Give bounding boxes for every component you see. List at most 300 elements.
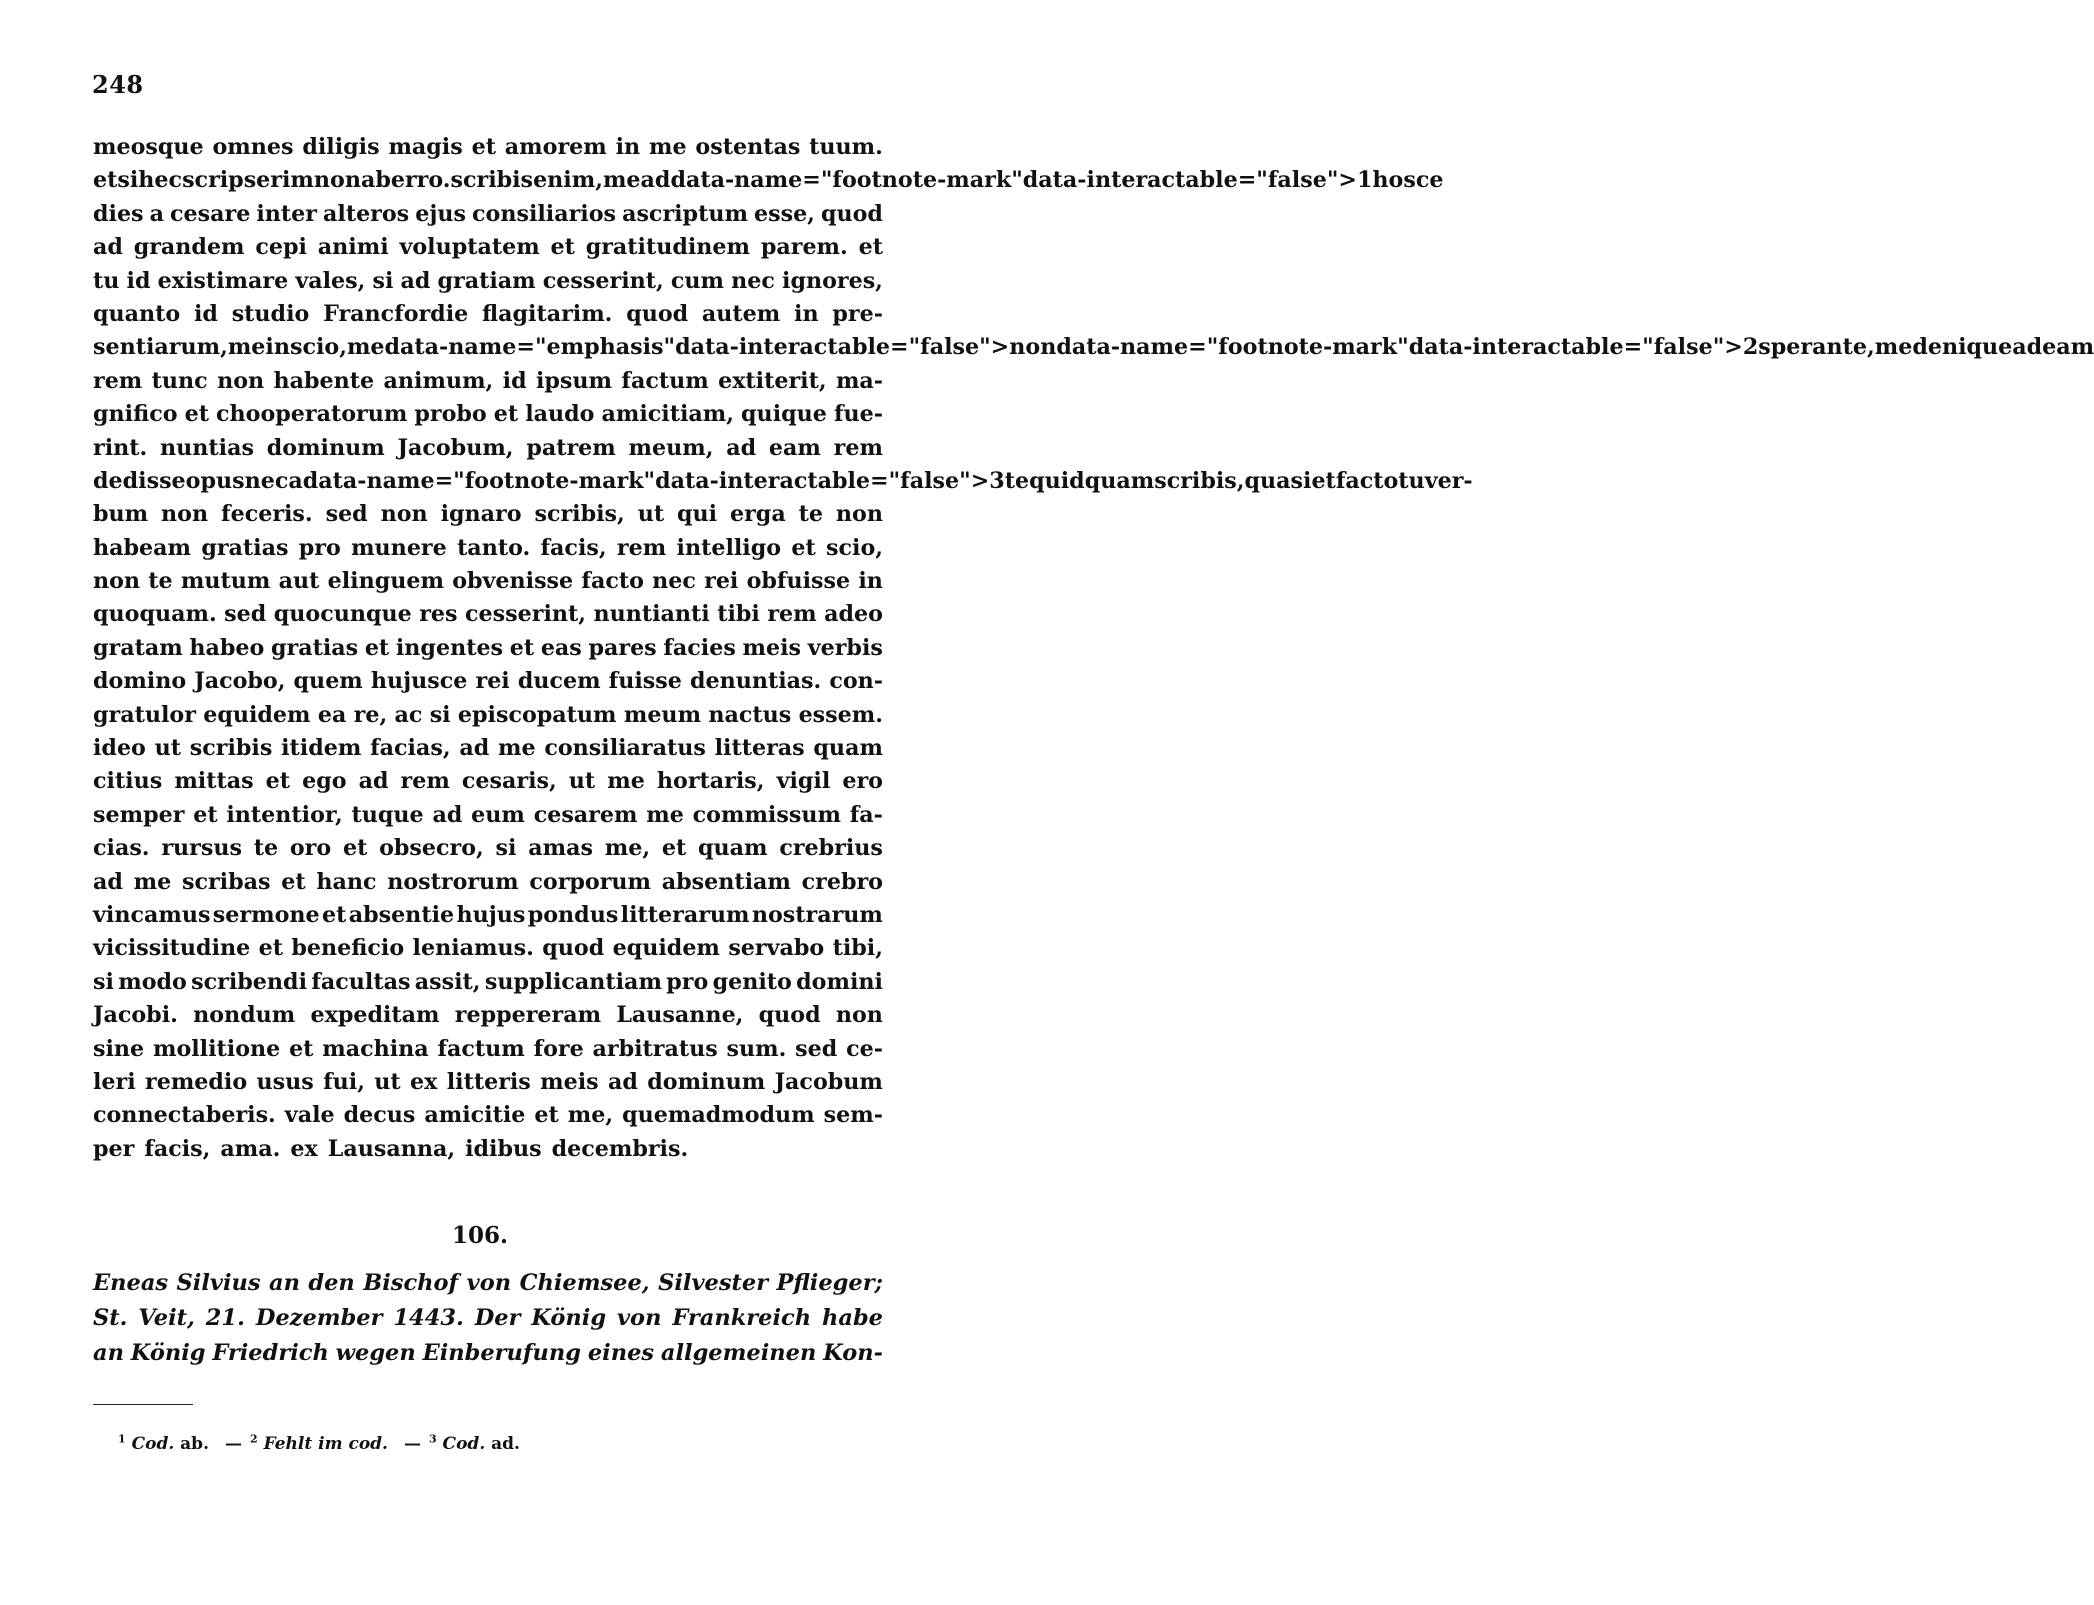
- word: amas: [528, 835, 593, 862]
- word: quoquam.: [93, 601, 217, 628]
- word: me: [346, 334, 385, 361]
- word: animi: [317, 234, 389, 261]
- word: quod: [758, 1002, 821, 1029]
- word: Veit,: [138, 1305, 195, 1331]
- word: pro: [666, 968, 709, 995]
- word: rem: [833, 434, 883, 461]
- body-line: [93, 198, 883, 231]
- word: adeo: [824, 601, 883, 628]
- summary-line: [93, 1266, 883, 1301]
- word: beneficio: [291, 935, 405, 962]
- word: data-name="emphasis": [384, 334, 676, 361]
- word: hujusce: [370, 668, 468, 695]
- word: ego: [302, 768, 347, 795]
- body-line: [93, 1066, 883, 1099]
- word: et: [858, 234, 883, 261]
- word: data-interactable="false">3: [655, 467, 1005, 494]
- word: cesare: [170, 200, 251, 227]
- word: citius: [93, 768, 163, 795]
- word: et: [289, 1035, 314, 1062]
- word: sed: [224, 601, 267, 628]
- word: dominum: [647, 1068, 766, 1095]
- body-line: [93, 832, 883, 865]
- word: modo: [118, 968, 187, 995]
- word: et: [471, 134, 496, 160]
- word: data-name="footnote-mark": [302, 467, 656, 494]
- body-line: [93, 498, 883, 531]
- word: amicitiam,: [601, 401, 734, 428]
- word: eines: [587, 1340, 655, 1366]
- word: scio,: [826, 534, 883, 561]
- word: allgemeinen: [660, 1340, 817, 1366]
- word: ipsum: [535, 367, 613, 394]
- word: gratiam: [437, 267, 536, 294]
- word: et: [93, 167, 118, 194]
- word: et: [493, 401, 519, 428]
- word: Pflieger;: [776, 1270, 883, 1296]
- word: quod: [820, 200, 883, 227]
- word: denique: [1912, 334, 2013, 361]
- word: rei: [475, 668, 510, 695]
- word: quam: [698, 835, 768, 862]
- word: corporum: [529, 868, 652, 895]
- word: vincamus: [93, 901, 211, 928]
- word: ex: [290, 1135, 318, 1162]
- word: ostentas: [695, 134, 801, 160]
- word: domini: [796, 968, 883, 995]
- word: oro: [289, 835, 332, 862]
- word: facultas: [311, 968, 411, 995]
- word: intentior,: [226, 801, 343, 828]
- body-line: [93, 966, 883, 999]
- word: vigil: [776, 768, 831, 795]
- word: Francfordie: [323, 300, 469, 327]
- footnote-label: Cod.: [125, 1434, 175, 1454]
- word: sentiarum,: [93, 334, 228, 361]
- word: in: [858, 568, 883, 595]
- word: eam: [768, 434, 821, 461]
- word: litteras: [714, 735, 805, 762]
- word: facis,: [540, 534, 607, 561]
- word: per: [93, 1135, 135, 1162]
- word: cepi: [255, 234, 307, 261]
- word: ignores,: [782, 267, 883, 294]
- word: Lausanna,: [327, 1135, 456, 1162]
- word: consiliaratus: [544, 735, 706, 762]
- word: te: [798, 501, 823, 528]
- word: machina: [322, 1035, 429, 1062]
- word: meum: [623, 701, 702, 728]
- word: Jacobum,: [397, 434, 514, 461]
- footnote-number: 3: [428, 1432, 437, 1446]
- word: Bischof: [363, 1270, 459, 1296]
- word: me: [646, 801, 684, 828]
- word: parem.: [760, 234, 848, 261]
- word: pares: [588, 634, 657, 661]
- word: et: [321, 901, 347, 928]
- word: nactus: [708, 701, 792, 728]
- word: et: [342, 835, 368, 862]
- word: et: [364, 634, 390, 661]
- word: mollitione: [152, 1035, 281, 1062]
- word: me,: [567, 1102, 614, 1129]
- word: tibi,: [832, 935, 883, 962]
- word: obsecro,: [379, 835, 484, 862]
- body-line: [93, 164, 1444, 197]
- word: Jacobi.: [93, 1002, 178, 1029]
- word: eum: [471, 801, 525, 828]
- summary-line: [93, 1336, 883, 1371]
- word: gratias: [201, 534, 289, 561]
- footnote-rule: [93, 1404, 193, 1405]
- word: den: [308, 1270, 355, 1296]
- word: gratam: [93, 634, 183, 661]
- body-line: [93, 432, 883, 465]
- word: et: [550, 234, 575, 261]
- word: Der: [474, 1305, 521, 1331]
- body-line: [93, 999, 883, 1032]
- word: episcopatum: [457, 701, 617, 728]
- word: an: [93, 1340, 124, 1366]
- word: te: [1004, 467, 1030, 494]
- word: patrem: [526, 434, 616, 461]
- word: Lausanne,: [616, 1002, 744, 1029]
- word: res: [419, 601, 458, 628]
- word: id: [126, 267, 151, 294]
- body-line: [93, 365, 883, 398]
- word: tunc: [151, 367, 208, 394]
- word: tanto.: [457, 534, 531, 561]
- word: in: [794, 300, 819, 327]
- word: supplicantiam: [484, 968, 662, 995]
- word: commissum: [692, 801, 841, 828]
- word: remedio: [145, 1068, 248, 1095]
- word: me: [1874, 334, 1913, 361]
- word: pondus: [527, 901, 619, 928]
- word: ea: [317, 701, 347, 728]
- word: amorem: [504, 134, 607, 160]
- section-summary: [93, 1266, 883, 1371]
- word: enim,: [533, 167, 603, 194]
- word: flagitarim.: [482, 300, 613, 327]
- word: autem: [701, 300, 781, 327]
- word: non: [161, 501, 209, 528]
- word: et: [791, 534, 816, 561]
- word: ignaro: [440, 501, 522, 528]
- word: rursus: [161, 835, 242, 862]
- word: fui,: [323, 1068, 365, 1095]
- body-line: [93, 932, 883, 965]
- word: gratulor: [93, 701, 196, 728]
- word: quique: [741, 401, 827, 428]
- word: sed: [325, 501, 368, 528]
- word: si: [429, 701, 451, 728]
- word: voluptatem: [399, 234, 540, 261]
- word: servabo: [728, 935, 825, 962]
- word: vale: [284, 1102, 335, 1129]
- word: decus: [343, 1102, 416, 1129]
- word: scripserim: [182, 167, 314, 194]
- word: ver-: [1424, 467, 1473, 494]
- word: quemadmodum: [622, 1102, 815, 1129]
- word: rem: [93, 367, 143, 394]
- word: quod: [626, 300, 689, 327]
- word: habe: [822, 1305, 883, 1331]
- word: hec: [138, 167, 183, 194]
- word: genito: [712, 968, 792, 995]
- word: Frankreich: [672, 1305, 812, 1331]
- word: Friedrich: [212, 1340, 329, 1366]
- word: 1443.: [393, 1305, 464, 1331]
- word: usus: [256, 1068, 314, 1095]
- word: ce-: [846, 1035, 883, 1062]
- word: von: [466, 1270, 512, 1296]
- footnote-separator: —: [403, 1434, 421, 1454]
- word: fue-: [833, 401, 883, 428]
- word: ad: [2012, 334, 2043, 361]
- word: ma-: [835, 367, 883, 394]
- word: munere: [351, 534, 447, 561]
- word: tu: [93, 267, 120, 294]
- word: non: [93, 568, 141, 595]
- word: et: [509, 634, 535, 661]
- word: dominum: [266, 434, 385, 461]
- footnote-label: Cod.: [436, 1434, 486, 1454]
- word: facis,: [144, 1135, 211, 1162]
- word: me: [497, 735, 536, 762]
- word: me: [607, 768, 645, 795]
- word: itidem: [281, 735, 362, 762]
- word: ingentes: [395, 634, 504, 661]
- body-line: [93, 665, 883, 698]
- word: wegen: [335, 1340, 416, 1366]
- body-line: [93, 732, 883, 765]
- word: et: [184, 401, 209, 428]
- word: cias.: [93, 835, 150, 862]
- word: amicitie: [424, 1102, 526, 1129]
- word: si: [93, 968, 114, 995]
- word: fore: [533, 1035, 584, 1062]
- word: hanc: [316, 868, 377, 895]
- word: non: [313, 167, 361, 194]
- word: data-interactable="false">non: [675, 334, 1057, 361]
- word: ad: [93, 234, 123, 261]
- word: nec: [731, 267, 775, 294]
- word: arbitratus: [592, 1035, 718, 1062]
- footnote-text: ad.: [485, 1434, 520, 1454]
- word: ascriptum: [622, 200, 748, 227]
- word: an: [268, 1270, 300, 1296]
- word: grandem: [133, 234, 245, 261]
- word: bum: [93, 501, 149, 528]
- word: ama.: [220, 1135, 281, 1162]
- word: eas: [540, 634, 582, 661]
- word: pro: [298, 534, 341, 561]
- word: cesaris,: [461, 768, 557, 795]
- word: tu: [1398, 467, 1425, 494]
- body-line: [93, 565, 883, 598]
- word: facto: [1335, 467, 1399, 494]
- word: a: [288, 467, 303, 494]
- word: nostrorum: [387, 868, 519, 895]
- body-line: [93, 298, 883, 331]
- word: ero: [842, 768, 883, 795]
- word: Jacobum: [774, 1068, 883, 1095]
- word: et: [193, 801, 218, 828]
- word: inscio,: [265, 334, 347, 361]
- word: rei: [704, 568, 739, 595]
- word: dedisse: [93, 467, 186, 494]
- word: mutum: [180, 568, 271, 595]
- word: ad: [726, 434, 757, 461]
- footnote-label: Fehlt im cod.: [257, 1434, 388, 1454]
- footnotes: [118, 1434, 528, 1454]
- word: a: [149, 200, 164, 227]
- word: inter: [256, 200, 317, 227]
- word: quidquam: [1029, 467, 1155, 494]
- word: studio: [231, 300, 310, 327]
- word: alteros: [323, 200, 410, 227]
- word: vicissitudine: [93, 935, 251, 962]
- word: ad: [93, 868, 123, 895]
- body-line: [93, 765, 883, 798]
- word: feceris.: [221, 501, 313, 528]
- word: equidem: [203, 701, 311, 728]
- body-line: [93, 131, 883, 164]
- body-line: [93, 331, 2094, 364]
- footnote-text: ab.: [174, 1434, 209, 1454]
- word: Einberufung: [422, 1340, 582, 1366]
- word: aut: [278, 568, 320, 595]
- body-line: [93, 532, 883, 565]
- word: et: [534, 1102, 559, 1129]
- word: 21.: [205, 1305, 245, 1331]
- body-line: [93, 398, 883, 431]
- word: laudo: [525, 401, 595, 428]
- word: te: [148, 568, 173, 595]
- footnote-number: 2: [250, 1432, 258, 1446]
- word: ad: [459, 735, 490, 762]
- word: ad: [640, 167, 671, 194]
- word: sem-: [823, 1102, 883, 1129]
- word: esse,: [753, 200, 815, 227]
- word: id: [193, 300, 218, 327]
- body-line: [93, 265, 883, 298]
- word: non: [217, 367, 265, 394]
- word: hujus: [456, 901, 526, 928]
- word: ex: [410, 1068, 438, 1095]
- word: ut: [637, 501, 665, 528]
- word: data-interactable="false">2: [1408, 334, 1759, 361]
- word: et: [1311, 467, 1336, 494]
- word: tibi: [717, 601, 760, 628]
- body-line: [93, 1133, 883, 1166]
- word: si: [117, 167, 139, 194]
- word: meosque: [93, 134, 204, 160]
- word: sine: [93, 1035, 145, 1062]
- word: ducem: [517, 668, 601, 695]
- word: ideo: [93, 735, 146, 762]
- word: erga: [730, 501, 786, 528]
- word: me: [133, 868, 172, 895]
- word: sermone: [212, 901, 320, 928]
- page-number: 248: [92, 70, 144, 99]
- body-line: [93, 799, 883, 832]
- word: me: [227, 334, 266, 361]
- word: tuque: [351, 801, 424, 828]
- word: rint.: [93, 434, 148, 461]
- word: re,: [353, 701, 388, 728]
- word: Kon-: [823, 1340, 883, 1366]
- word: assit,: [414, 968, 481, 995]
- word: existimare: [157, 267, 289, 294]
- word: gratitudinem: [585, 234, 751, 261]
- word: rem: [400, 768, 450, 795]
- word: facto: [581, 568, 644, 595]
- body-line: [93, 866, 883, 899]
- word: quasi: [1244, 467, 1312, 494]
- word: ad: [608, 1068, 638, 1095]
- summary-line: [93, 1301, 883, 1336]
- footnote-item: [118, 1434, 209, 1454]
- word: St.: [93, 1305, 128, 1331]
- body-line: [93, 598, 883, 631]
- word: denuntias.: [689, 668, 822, 695]
- word: non: [835, 501, 883, 528]
- word: et: [258, 935, 284, 962]
- word: quem: [293, 668, 363, 695]
- word: essem.: [798, 701, 883, 728]
- word: scribendi: [191, 968, 307, 995]
- word: von: [616, 1305, 662, 1331]
- word: quocunque: [273, 601, 412, 628]
- body-line: [93, 899, 883, 932]
- word: idibus: [465, 1135, 542, 1162]
- word: diligis: [302, 134, 380, 160]
- word: pre-: [832, 300, 883, 327]
- word: semper: [93, 801, 185, 828]
- word: me,: [604, 835, 651, 862]
- word: Jacobo,: [194, 668, 286, 695]
- word: hortaris,: [656, 768, 765, 795]
- word: absentiam: [661, 868, 791, 895]
- word: data-name="footnote-mark": [1056, 334, 1409, 361]
- word: habeo: [189, 634, 265, 661]
- word: nec: [652, 568, 696, 595]
- word: obvenisse: [452, 568, 574, 595]
- word: ad: [432, 801, 463, 828]
- word: habeam: [93, 534, 191, 561]
- footnote-number: 1: [118, 1432, 126, 1446]
- word: sperante,: [1758, 334, 1875, 361]
- body-line: [93, 699, 883, 732]
- word: cesserint,: [542, 267, 664, 294]
- word: si: [495, 835, 517, 862]
- word: intelligo: [676, 534, 782, 561]
- body-line: [93, 465, 1473, 498]
- word: litterarum: [620, 901, 750, 928]
- word: opus: [185, 467, 245, 494]
- word: vales,: [295, 267, 366, 294]
- word: equidem: [612, 935, 720, 962]
- word: nuntianti: [593, 601, 710, 628]
- word: litteris: [446, 1068, 531, 1095]
- word: scribis,: [1154, 467, 1245, 494]
- word: rem: [616, 534, 667, 561]
- body-line: [93, 1099, 883, 1132]
- word: ad: [400, 267, 431, 294]
- section-number: 106.: [451, 1222, 509, 1249]
